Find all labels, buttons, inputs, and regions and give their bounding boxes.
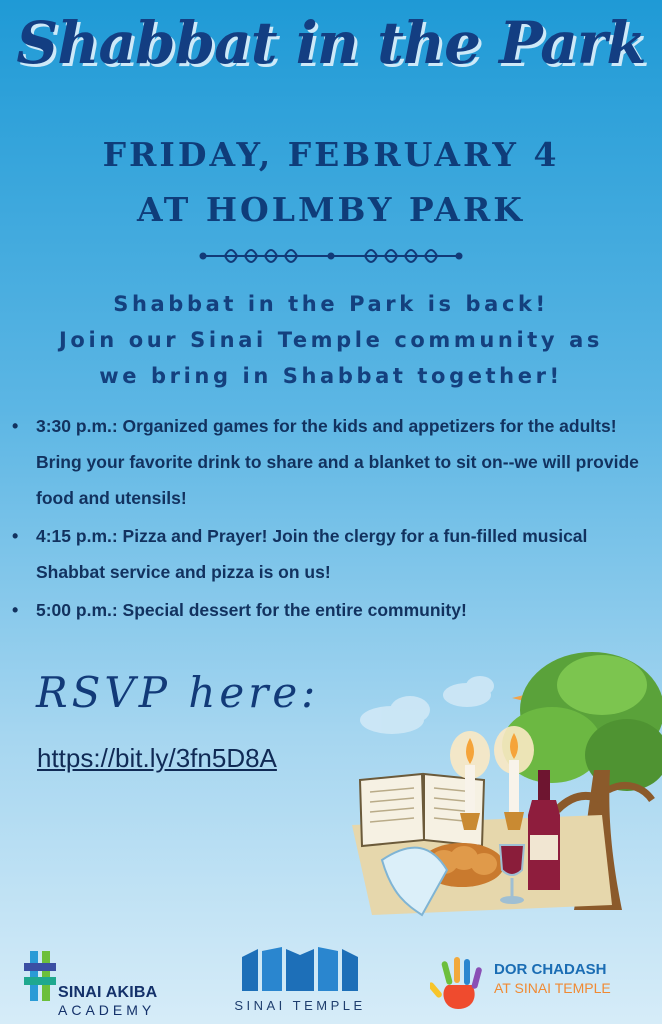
- schedule-item: [10, 408, 650, 516]
- wine-bottle-icon: [528, 770, 560, 890]
- cloud-icon: [360, 676, 494, 734]
- bullet-icon: •: [12, 600, 19, 620]
- schedule-list: [10, 408, 650, 630]
- dor-chadash-name: DOR CHADASH: [494, 961, 607, 978]
- flyer-title: Shabbat in the Park: [16, 9, 646, 77]
- intro-text: [0, 286, 662, 394]
- intro-line: Join our Sinai Temple community as: [59, 328, 603, 352]
- shabbat-picnic-illustration: [352, 640, 662, 945]
- rsvp-link[interactable]: https://bit.ly/3fn5D8A: [37, 743, 277, 773]
- sinai-temple-name: SINAI TEMPLE: [234, 998, 366, 1013]
- schedule-item: [10, 592, 650, 628]
- event-location: AT HOLMBY PARK: [137, 190, 525, 229]
- sinai-akiba-name: SINAI AKIBA: [58, 984, 158, 1001]
- intro-line: we bring in Shabbat together!: [99, 364, 563, 388]
- event-date: FRIDAY, FEBRUARY 4: [102, 135, 560, 174]
- schedule-item-text: 4:15 p.m.: Pizza and Prayer! Join the clergy for a fun-filled musical Shabbat service and pizza is on us!: [36, 526, 588, 582]
- schedule-item-text: 5:00 p.m.: Special dessert for the entire community!: [36, 600, 467, 620]
- sinai-temple-logo-icon: [238, 945, 363, 995]
- sinai-akiba-sub: ACADEMY: [58, 1002, 156, 1018]
- schedule-item: [10, 518, 650, 590]
- dor-chadash-sub: AT SINAI TEMPLE: [494, 980, 611, 996]
- intro-line: Shabbat in the Park is back!: [113, 292, 549, 316]
- bullet-icon: •: [12, 526, 19, 546]
- ornament-divider-icon: [195, 238, 467, 274]
- bullet-icon: •: [12, 416, 19, 436]
- schedule-item-text: 3:30 p.m.: Organized games for the kids and appetizers for the adults! Bring your favorite drink to share and a blanket to sit on--we will provide food and utensils!: [36, 416, 639, 508]
- hand-print-logo-icon: [430, 955, 492, 1013]
- rsvp-label: RSVP here:: [36, 668, 320, 717]
